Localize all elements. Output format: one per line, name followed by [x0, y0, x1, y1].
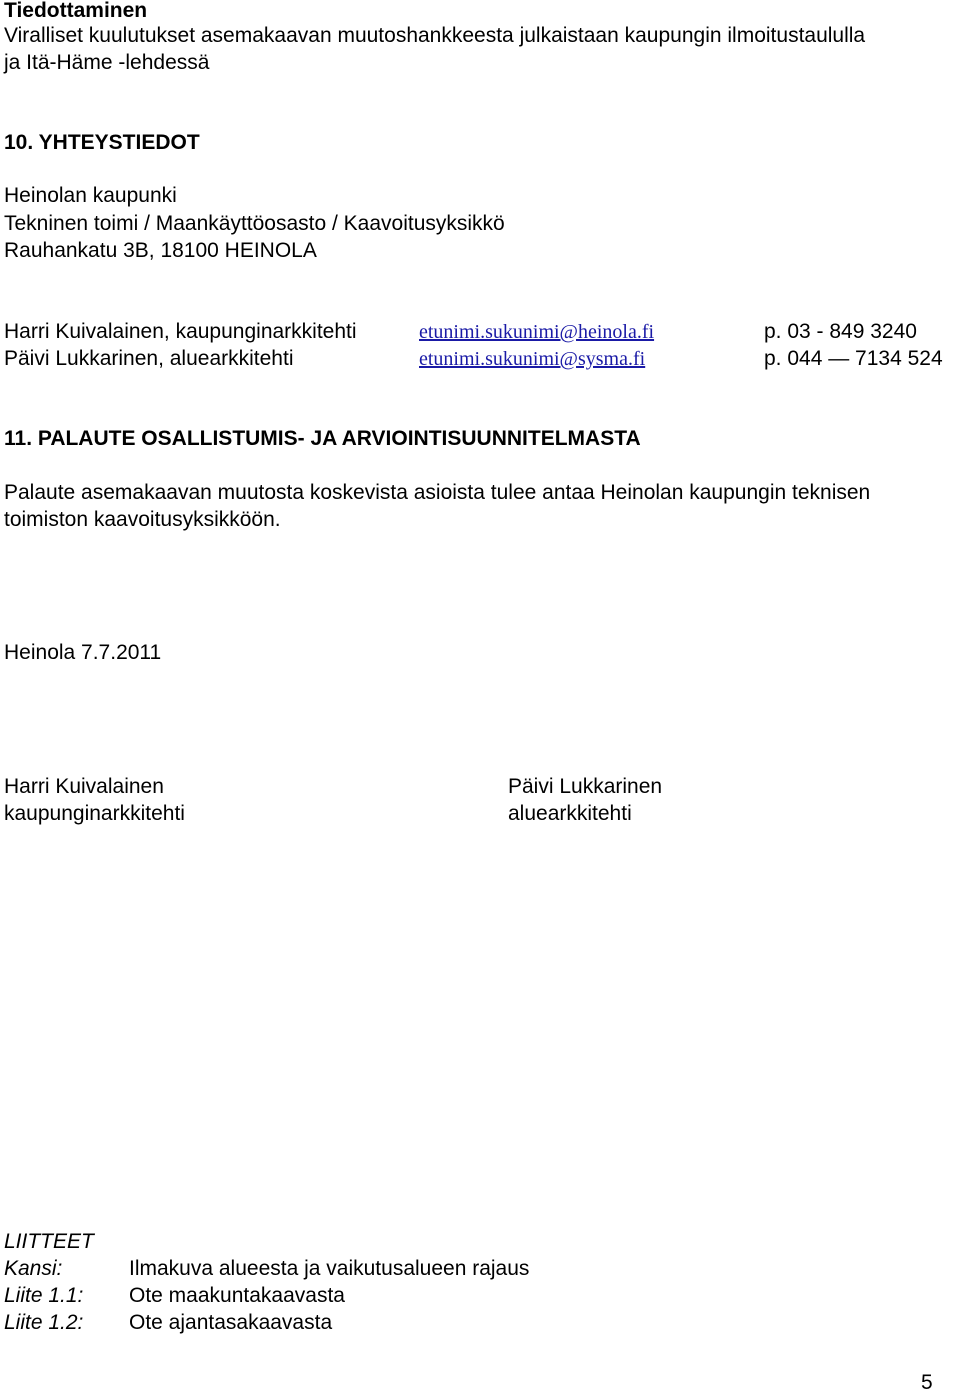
signature-title: aluearkkitehti: [508, 802, 632, 825]
contact-person-email[interactable]: etunimi.sukunimi@heinola.fi: [419, 321, 655, 343]
feedback-line-1: Palaute asemakaavan muutosta koskevista asioista tulee antaa Heinolan kaupungin teknisen: [4, 481, 871, 504]
signature-name: Päivi Lukkarinen: [508, 775, 663, 798]
notice-line-1: Viralliset kuulutukset asemakaavan muutoshankkeesta julkaistaan kaupungin ilmoitustaululla: [4, 24, 866, 47]
contact-person-name: Päivi Lukkarinen, aluearkkitehti: [4, 347, 294, 370]
notice-line-2: ja Itä-Häme -lehdessä: [4, 51, 210, 74]
feedback-line-2: toimiston kaavoitusyksikköön.: [4, 508, 281, 531]
signature-name: Harri Kuivalainen: [4, 775, 164, 798]
contact-dept: Tekninen toimi / Maankäyttöosasto / Kaavoitusyksikkö: [4, 212, 505, 235]
notice-heading: Tiedottaminen: [4, 0, 148, 22]
attachment-text: Ote maakuntakaavasta: [129, 1284, 345, 1307]
attachment-text: Ote ajantasakaavasta: [129, 1311, 333, 1334]
attachment-label: Liite 1.2:: [4, 1311, 84, 1334]
page-number: 5: [921, 1371, 933, 1394]
contact-person-name: Harri Kuivalainen, kaupunginarkkitehti: [4, 320, 357, 343]
attachment-text: Ilmakuva alueesta ja vaikutusalueen rajaus: [129, 1257, 530, 1280]
contact-person-email[interactable]: etunimi.sukunimi@sysma.fi: [419, 348, 646, 370]
attachments-heading: LIITTEET: [4, 1230, 94, 1253]
attachment-label: Kansi:: [4, 1257, 63, 1280]
contact-person-phone: p. 044 — 7134 524: [764, 347, 943, 370]
place-date: Heinola 7.7.2011: [4, 641, 162, 664]
contact-heading: 10. YHTEYSTIEDOT: [4, 131, 200, 154]
attachment-label: Liite 1.1:: [4, 1284, 84, 1307]
feedback-heading: 11. PALAUTE OSALLISTUMIS- JA ARVIOINTISUUNNITELMASTA: [4, 427, 641, 450]
contact-org: Heinolan kaupunki: [4, 184, 177, 207]
contact-address: Rauhankatu 3B, 18100 HEINOLA: [4, 239, 317, 262]
contact-person-phone: p. 03 - 849 3240: [764, 320, 917, 343]
signature-title: kaupunginarkkitehti: [4, 802, 185, 825]
